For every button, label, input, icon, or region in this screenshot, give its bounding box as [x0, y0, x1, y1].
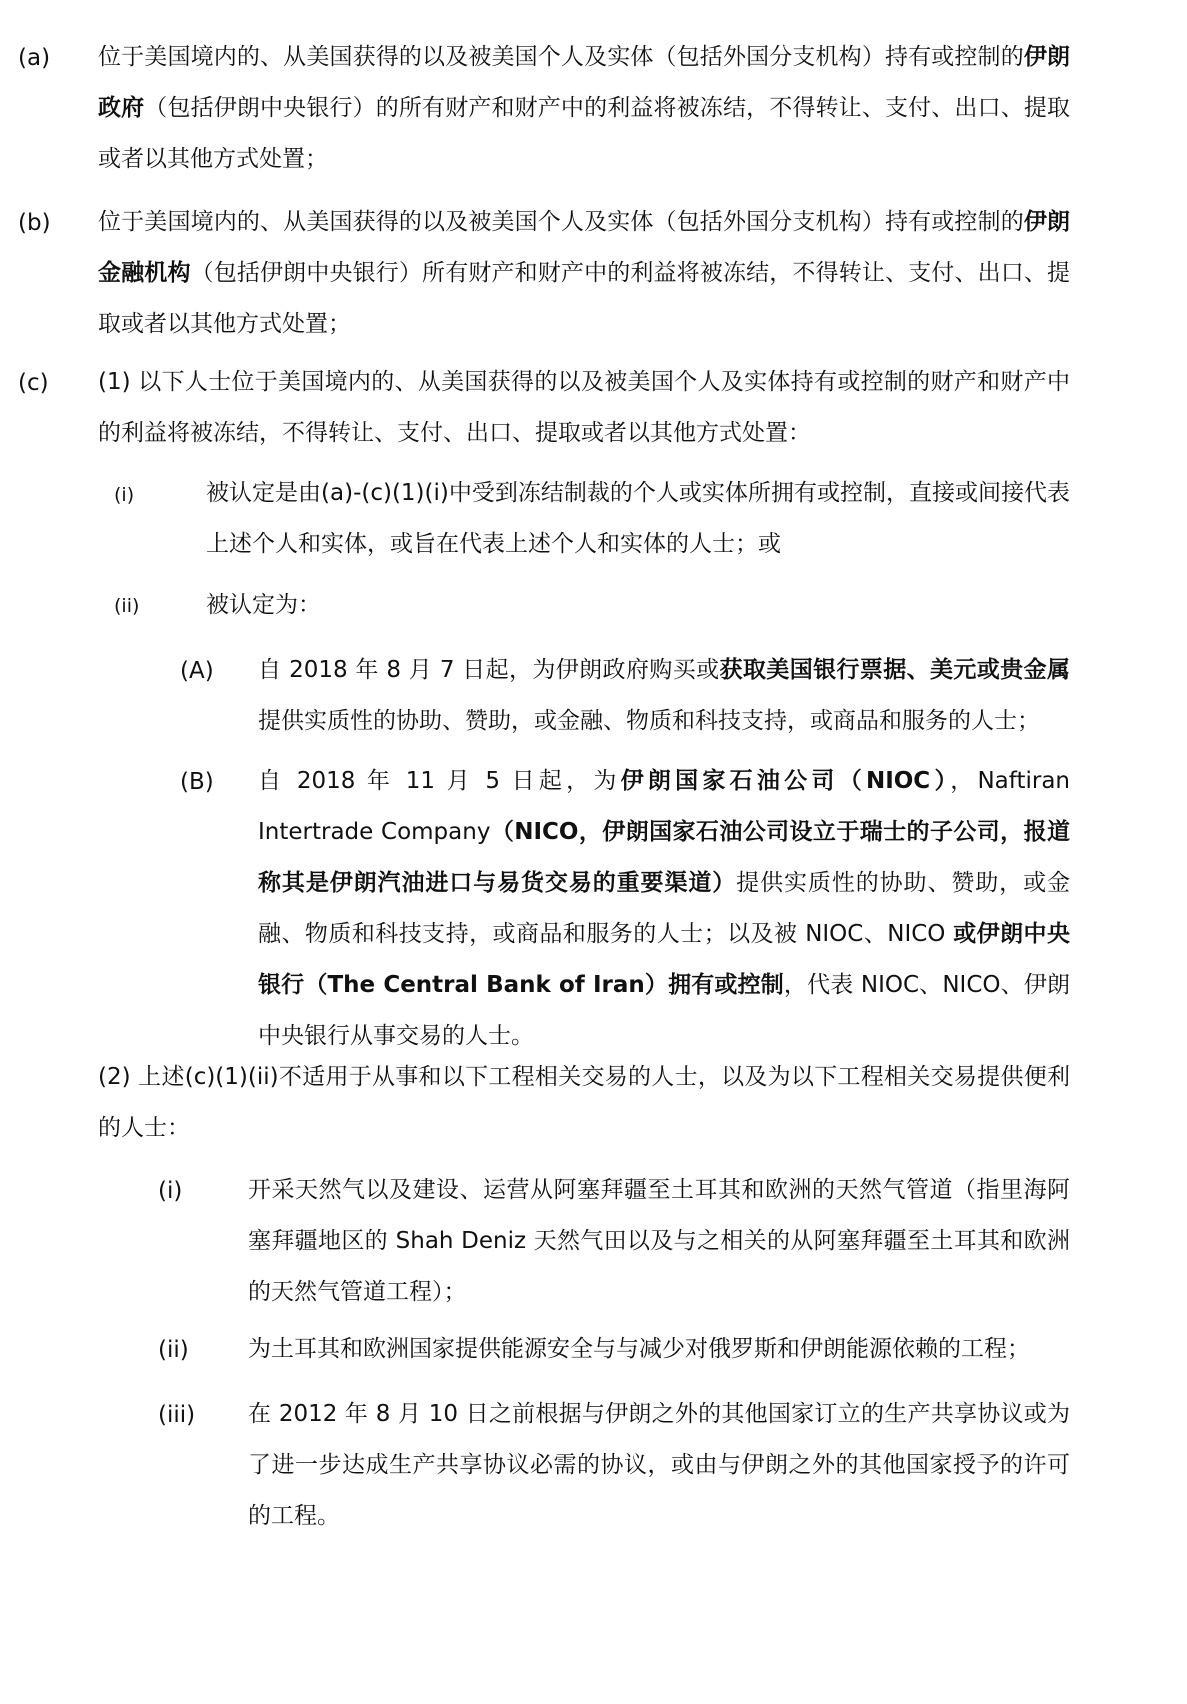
clause-text: 位于美国境内的、从美国获得的以及被美国个人及实体（包括外国分支机构）持有或控制的伊朗金融机构（包括伊朗中央银行）所有财产和财产中的利益将被冻结，不得转让、支付、出口、提取或者以其他方式处置；	[98, 209, 1071, 337]
clause-text: 开采天然气以及建设、运营从阿塞拜疆至土耳其和欧洲的天然气管道（指里海阿塞拜疆地区的 Shah Deniz 天然气田以及与之相关的从阿塞拜疆至土耳其和欧洲的天然气管道工程）；	[248, 1177, 1070, 1305]
clause-text: 位于美国境内的、从美国获得的以及被美国个人及实体（包括外国分支机构）持有或控制的伊朗政府（包括伊朗中央银行）的所有财产和财产中的利益将被冻结，不得转让、支付、出口、提取或者以其他方式处置；	[98, 44, 1071, 172]
bold-term: 获取美国银行票据、美元或贵金属	[719, 657, 1071, 683]
clause-text: 为土耳其和欧洲国家提供能源安全与与减少对俄罗斯和伊朗能源依赖的工程；	[248, 1336, 1030, 1362]
clause-text: 自 2018 年 11 月 5 日起，为伊朗国家石油公司（NIOC），Naftiran Intertrade Company（NICO，伊朗国家石油公司设立于瑞士的子公司，报道称其是伊朗汽油进口与易货交易的重要渠道）提供实质性的协助、赞助，或金融、物质和科技支持，或商品和服务的人士；以及被 NIOC、NICO 或伊朗中央银行（The Central Bank of Iran）拥有或控制，代表 NIOC、NICO、伊朗中央银行从事交易的人士。	[258, 768, 1071, 1049]
clause-marker: (A)	[180, 658, 214, 684]
clause-text: 被认定为：	[206, 592, 321, 618]
bold-term: 伊朗金融机构	[98, 209, 1071, 286]
bold-term: 伊朗国家石油公司（NIOC）	[620, 768, 951, 794]
bold-term: 或伊朗中央银行（The Central Bank of Iran）拥有或控制	[258, 921, 1071, 998]
clause-text: (1) 以下人士位于美国境内的、从美国获得的以及被美国个人及实体持有或控制的财产和财产中的利益将被冻结，不得转让、支付、出口、提取或者以其他方式处置：	[98, 369, 1070, 446]
clause-marker: (c)	[18, 370, 49, 396]
clause-text: 自 2018 年 8 月 7 日起，为伊朗政府购买或获取美国银行票据、美元或贵金属提供实质性的协助、赞助，或金融、物质和科技支持，或商品和服务的人士；	[258, 657, 1071, 734]
clause-text: (2) 上述(c)(1)(ii)不适用于从事和以下工程相关交易的人士，以及为以下工程相关交易提供便利的人士：	[98, 1064, 1070, 1141]
clause-marker: (b)	[18, 210, 51, 236]
clause-marker: (ii)	[158, 1337, 189, 1363]
clause-marker: (ii)	[114, 595, 140, 617]
clause-marker: (iii)	[158, 1402, 196, 1428]
clause-text: 被认定是由(a)-(c)(1)(i)中受到冻结制裁的个人或实体所拥有或控制，直接或间接代表上述个人和实体，或旨在代表上述个人和实体的人士；或	[206, 480, 1070, 557]
bold-term: （NICO，伊朗国家石油公司设立于瑞士的子公司，报道称其是伊朗汽油进口与易货交易的重要渠道）	[258, 819, 1070, 896]
clause-marker: (B)	[180, 769, 214, 795]
clause-marker: (a)	[18, 45, 51, 71]
bold-term: 伊朗政府	[98, 44, 1071, 121]
clause-marker: (i)	[158, 1178, 183, 1204]
clause-marker: (i)	[114, 484, 135, 506]
clause-text: 在 2012 年 8 月 10 日之前根据与伊朗之外的其他国家订立的生产共享协议或为了进一步达成生产共享协议必需的协议，或由与伊朗之外的其他国家授予的许可的工程。	[248, 1401, 1070, 1529]
